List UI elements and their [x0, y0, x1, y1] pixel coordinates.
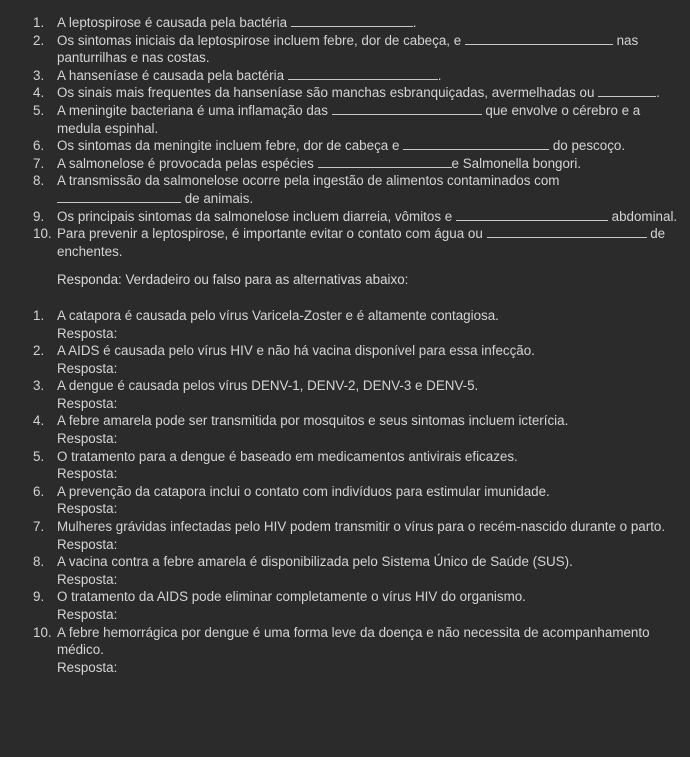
answer-blank[interactable]	[318, 155, 452, 168]
item-number: 4.	[33, 413, 45, 429]
answer-label: Resposta:	[57, 466, 118, 482]
item-text-after: e Salmonella bongori.	[451, 155, 582, 171]
statement-text: A febre hemorrágica por dengue é uma forma leve da doença e não necessita de acompanhamento médico.	[57, 624, 650, 658]
answer-label: Resposta:	[57, 659, 118, 675]
answer-label: Resposta:	[57, 571, 118, 587]
true-false-item	[33, 448, 680, 483]
item-number: 1.	[33, 15, 45, 30]
fill-in-item	[33, 102, 680, 137]
item-number: 5.	[33, 448, 45, 464]
item-text-after: .	[437, 67, 442, 83]
item-number: 1.	[33, 307, 45, 323]
item-number: 8.	[33, 173, 45, 189]
item-number: 3.	[33, 67, 45, 83]
statement-text: A AIDS é causada pelo vírus HIV e não há vacina disponível para essa infecção.	[57, 343, 535, 359]
true-false-item	[33, 553, 680, 588]
fill-in-item	[33, 208, 680, 226]
answer-blank[interactable]	[57, 190, 181, 203]
answer-label: Resposta:	[57, 395, 118, 411]
item-text-after: .	[656, 85, 660, 101]
item-number: 7.	[33, 519, 45, 535]
item-text-before: A transmissão da salmonelose ocorre pela ingestão de alimentos contaminados com	[57, 173, 560, 189]
answer-label: Resposta:	[57, 607, 118, 622]
item-text-before: A meningite bacteriana é uma inflamação das	[57, 102, 332, 118]
item-text-before: A salmonelose é provocada pelas espécies	[57, 155, 318, 171]
fill-in-list	[33, 14, 680, 260]
item-text-after: que envolve o cérebro e a medula espinhal.	[57, 102, 641, 136]
true-false-item	[33, 412, 680, 447]
item-number: 7.	[33, 155, 45, 171]
item-number: 2.	[33, 32, 45, 48]
true-false-item	[33, 342, 680, 377]
item-number: 9.	[33, 208, 45, 224]
item-text-after: nas panturrilhas e nas costas.	[57, 32, 639, 66]
true-false-item	[33, 518, 680, 553]
fill-in-item	[33, 84, 680, 102]
statement-text: A vacina contra a febre amarela é disponibilizada pelo Sistema Único de Saúde (SUS).	[57, 554, 573, 570]
answer-label: Resposta:	[57, 325, 118, 341]
item-number: 3.	[33, 378, 45, 394]
item-number: 2.	[33, 343, 45, 359]
item-text-after: de enchentes.	[57, 226, 666, 259]
statement-text: O tratamento para a dengue é baseado em medicamentos antivirais eficazes.	[57, 448, 518, 464]
fill-in-item	[33, 67, 680, 85]
fill-in-item	[33, 225, 680, 260]
true-false-list	[33, 307, 680, 676]
true-false-item	[33, 624, 680, 677]
answer-label: Resposta:	[57, 360, 118, 376]
answer-label: Resposta:	[57, 431, 118, 447]
true-false-item	[33, 483, 680, 518]
item-number: 6.	[33, 138, 45, 154]
item-text-before: Para prevenir a leptospirose, é importante evitar o contato com água ou	[57, 226, 487, 242]
item-text-before: A hanseníase é causada pela bactéria	[57, 67, 288, 83]
answer-blank[interactable]	[403, 137, 549, 150]
item-number: 4.	[33, 85, 45, 101]
fill-in-item	[33, 137, 680, 155]
item-number: 8.	[33, 554, 45, 570]
answer-blank[interactable]	[598, 84, 656, 97]
answer-blank[interactable]	[487, 225, 647, 238]
item-text-before: Os principais sintomas da salmonelose incluem diarreia, vômitos e	[57, 208, 456, 224]
statement-text: O tratamento da AIDS pode eliminar completamente o vírus HIV do organismo.	[57, 589, 526, 605]
answer-blank[interactable]	[332, 102, 482, 115]
answer-label: Resposta:	[57, 501, 118, 517]
item-number: 10.	[33, 624, 52, 640]
statement-text: A febre amarela pode ser transmitida por mosquitos e seus sintomas incluem icterícia.	[57, 413, 569, 429]
item-text-after: do pescoço.	[549, 138, 626, 154]
statement-text: A dengue é causada pelos vírus DENV-1, DENV-2, DENV-3 e DENV-5.	[57, 378, 479, 394]
statement-text: A prevenção da catapora inclui o contato com indivíduos para estimular imunidade.	[57, 483, 550, 499]
item-text-before: Os sintomas da meningite incluem febre, dor de cabeça e	[57, 138, 404, 154]
item-number: 6.	[33, 483, 45, 499]
section-heading: Responda: Verdadeiro ou falso para as alternativas abaixo:	[57, 272, 409, 288]
item-text-after: de animais.	[181, 190, 254, 206]
statement-text: Mulheres grávidas infectadas pelo HIV podem transmitir o vírus para o recém-nascido durante o parto.	[57, 519, 666, 535]
item-text-before: Os sintomas iniciais da leptospirose incluem febre, dor de cabeça, e	[57, 32, 465, 48]
answer-blank[interactable]	[291, 14, 413, 27]
answer-blank[interactable]	[465, 32, 613, 45]
true-false-item	[33, 307, 680, 342]
true-false-item	[33, 588, 680, 623]
true-false-item	[33, 377, 680, 412]
answer-label: Resposta:	[57, 536, 118, 552]
fill-in-item	[33, 172, 680, 207]
item-text-after: .	[412, 15, 417, 30]
item-text-before: A leptospirose é causada pela bactéria	[57, 15, 291, 30]
answer-blank[interactable]	[456, 208, 608, 221]
item-number: 9.	[33, 589, 45, 605]
item-text-after: abdominal.	[607, 208, 678, 224]
item-number: 10.	[33, 226, 52, 242]
fill-in-item	[33, 155, 680, 173]
fill-in-item	[33, 32, 680, 67]
statement-text: A catapora é causada pelo vírus Varicela-Zoster e é altamente contagiosa.	[57, 307, 499, 323]
item-number: 5.	[33, 102, 45, 118]
item-text-before: Os sinais mais frequentes da hanseníase são manchas esbranquiçadas, avermelhadas ou	[57, 85, 599, 101]
answer-blank[interactable]	[288, 67, 438, 80]
fill-in-item	[33, 14, 680, 32]
